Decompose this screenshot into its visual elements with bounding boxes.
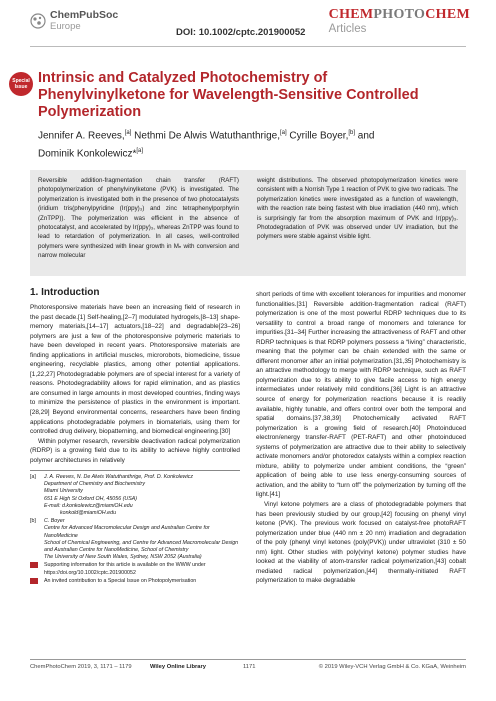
- journal-section: Articles: [328, 23, 367, 35]
- abstract-box: [30, 170, 466, 276]
- wiley-online-library-link[interactable]: Wiley Online Library: [150, 664, 206, 670]
- journal-name: CHEMPHOTOCHEM: [328, 7, 470, 22]
- paragraph: short periods of time with excellent tolerances for impurities and monomer functionalities.[31] Reversible addition-fragmentation radical (RAFT) polymerization is one of the most powerful RDRP techniques due to its versatility to control a broad range of monomers and tolerance for impurities.[31–34] Further increasing the attractiveness of RAFT and other RDRP techniques is that RDRP polymers possess a “living” characteristic, meaning that the polymer can be chain extended with the same or different monomer after an initial polymerization.[31,35] Photochemistry is an attractive methodology to merge with RDRP technique, such as RAFT polymerization due to its ability to give facile access to high energy intermediates under relatively mild conditions.[36] Light is an attractive source of energy for polymerization reactions because it is readily available, highly tunable, and offers control over both the temporal and spatial domains.[37,38,39] Photochemically activated RAFT polymerization is a growing field of research.[40] Photoinduced electron/energy transfer-RAFT (PET-RAFT) and other photoinduced systems of polymerization are attractive due to their ability to selectively activate monomers and/or photoredox catalysts within a complex reaction mixture, ability to polymerize under ambient conditions, the “green” application of being able to use less energy-consuming sources of activation, and the ability to “turn off” the polymerization by turning off the light.[41]: [256, 291, 466, 499]
- invited-contribution: An invited contribution to a Special Issue on Photopolymerisation: [30, 578, 240, 586]
- section-heading: 1. Introduction: [30, 287, 100, 298]
- copyright: © 2019 Wiley-VCH Verlag GmbH & Co. KGaA, Weinheim: [318, 664, 466, 670]
- email-link[interactable]: E-mail: d.konkolewicz@miamiOH.edu: [44, 502, 133, 509]
- article-title: Intrinsic and Catalyzed Photochemistry of Phenylvinylketone for Wavelength-Sensitive Controlled Polymerization: [38, 70, 419, 120]
- affiliation-a: [a] J. A. Reeves, N. De Alwis Watuthanthrige, Prof. D. Konkolewicz Department of Chemistry and Biochemistry Miami University 651 E High St Oxford OH, 45056 (USA) E-mail: d.konkolewicz@miamiOH.edu konkold@miamiOH.edu: [30, 474, 240, 517]
- body-column-right: [256, 290, 466, 586]
- email-link[interactable]: konkold@miamiOH.edu: [60, 510, 117, 517]
- paragraph: Photoresponsive materials have been an increasing field of research in the past decade.[1] Self-healing,[2–7] modulated hydrogels,[8–13] shape-memory materials,[14–17] actuators,[18–22] and degradable[23–26] polymers are just a few of the photoresponsive polymeric materials to have been developed in recent years. Photoresponsive materials are finding applications in artificial muscles, microrobots, biomedicine, tissue engineering, recyclable plastics, among other potential applications.[1,22,27] Photodegradable polymers are of special interest for a variety of reasons. Photodegradability allows for rapid elimination, and as plastics are consumed in large amounts in most developed countries, finding ways to minimize the persistence of plastics in the environment is important.[28,29] Beyond environmental concerns, researchers have been finding applications photodegradable polymers in biomaterials, using them for controlled drug delivery, biopatterning, and biomedical engineering.[30]: [30, 304, 240, 436]
- logo-subtitle: Europe: [50, 21, 81, 32]
- body-column-left: [30, 303, 240, 465]
- supporting-info-icon: [30, 562, 38, 568]
- special-issue-icon: [30, 578, 38, 584]
- logo-name: ChemPubSoc: [50, 9, 119, 21]
- chempubsoc-logo-icon: [30, 13, 46, 29]
- journal-masthead: [329, 7, 470, 35]
- author-name: Cyrille Boyer,: [286, 130, 349, 142]
- citation-info: ChemPhotoChem 2019, 3, 1171 – 1179: [30, 664, 132, 670]
- abstract-text-right: weight distributions. The observed photopolymerization kinetics were consistent with a Norrish Type 1 reaction of PVK to give two radicals. The polymerization kinetics were investigated as a function of wavelength, with the reaction rate being fastest with blue irradiation (440 nm), which is surprisingly far from the absorption maximum of PVK and Ir(ppy)₃. Photodegradation of PVK was observed under UV irradiation, but the polymers were stable against visible light.: [257, 177, 458, 241]
- article-doi[interactable]: DOI: 10.1002/cptc.201900052: [176, 27, 306, 38]
- paragraph: Within polymer research, reversible deactivation radical polymerization (RDRP) is a growing field due to its ability to achieve highly controlled polymer architectures in relatively: [30, 437, 240, 464]
- chempubsoc-logo: [30, 10, 118, 32]
- page-header: [0, 0, 496, 46]
- abstract-text-left: Reversible addition-fragmentation chain transfer (RAFT) photopolymerization of phenylvinylketone (PVK) is investigated. The polymerization is investigated both in the presence of two photocatalysts (iridium tris(phenylpyridine (Ir(ppy)₃) and zinc tetraphenylporphyrin (ZnTPP)). The polymerization was efficient in the absence of photocatalyst, and accelerated by Ir(ppy)₃, whereas ZnTPP was found to lead to retardation of polymerization. In all cases, well-controlled polymers were synthesized with linear growth in Mₙ with conversion and narrow molecular: [38, 177, 239, 260]
- supporting-info[interactable]: Supporting information for this article is available on the WWW under https://doi.org/10.1002/cptc.201900052: [30, 562, 240, 576]
- page-number: 1171: [243, 664, 256, 670]
- author-name: Dominik Konkolewicz*: [38, 148, 137, 160]
- affiliation-b: [b] C. Boyer Centre for Advanced Macromolecular Design and Australian Centre for NanoMedicine School of Chemical Engineering, and Centre for Advanced Macromolecular Design and Australian Centre for NanoMedicine, School of Chemistry The University of New South Wales, Sydney, NSW 2052 (Australia): [30, 518, 239, 561]
- author-name: Jennifer A. Reeves,: [38, 130, 125, 142]
- affiliation-divider: [30, 470, 240, 471]
- header-divider: [30, 46, 466, 47]
- paragraph: Vinyl ketone polymers are a class of photodegradable polymers that has been previously studied by our group,[42] focusing on phenyl vinyl ketone (PVK). The previous work focused on catalyst-free photoRAFT polymerization under blue (440 nm ± 20 nm) irradiation and degradation of the poly (phenyl vinyl ketones (poly(PVK)) under ultraviolet (310 ± 50 nm) light. Other studies with poly(vinyl ketone) polymer studies have looked at the viability of atom-transfer radical polymerization,[43] cobalt mediated radical polymerization,[44] thermally-initiated RAFT polymerization to make degradable: [256, 501, 466, 585]
- author-name: Nethmi De Alwis Watuthanthrige,: [131, 130, 280, 142]
- footer-divider: [30, 659, 466, 660]
- author-list: Jennifer A. Reeves,[a] Nethmi De Alwis Watuthanthrige,[a] Cyrille Boyer,[b] and Dominik Konkolewicz*[a]: [38, 130, 375, 160]
- affiliations: [30, 474, 240, 585]
- special-issue-badge: Special Issue: [9, 72, 33, 96]
